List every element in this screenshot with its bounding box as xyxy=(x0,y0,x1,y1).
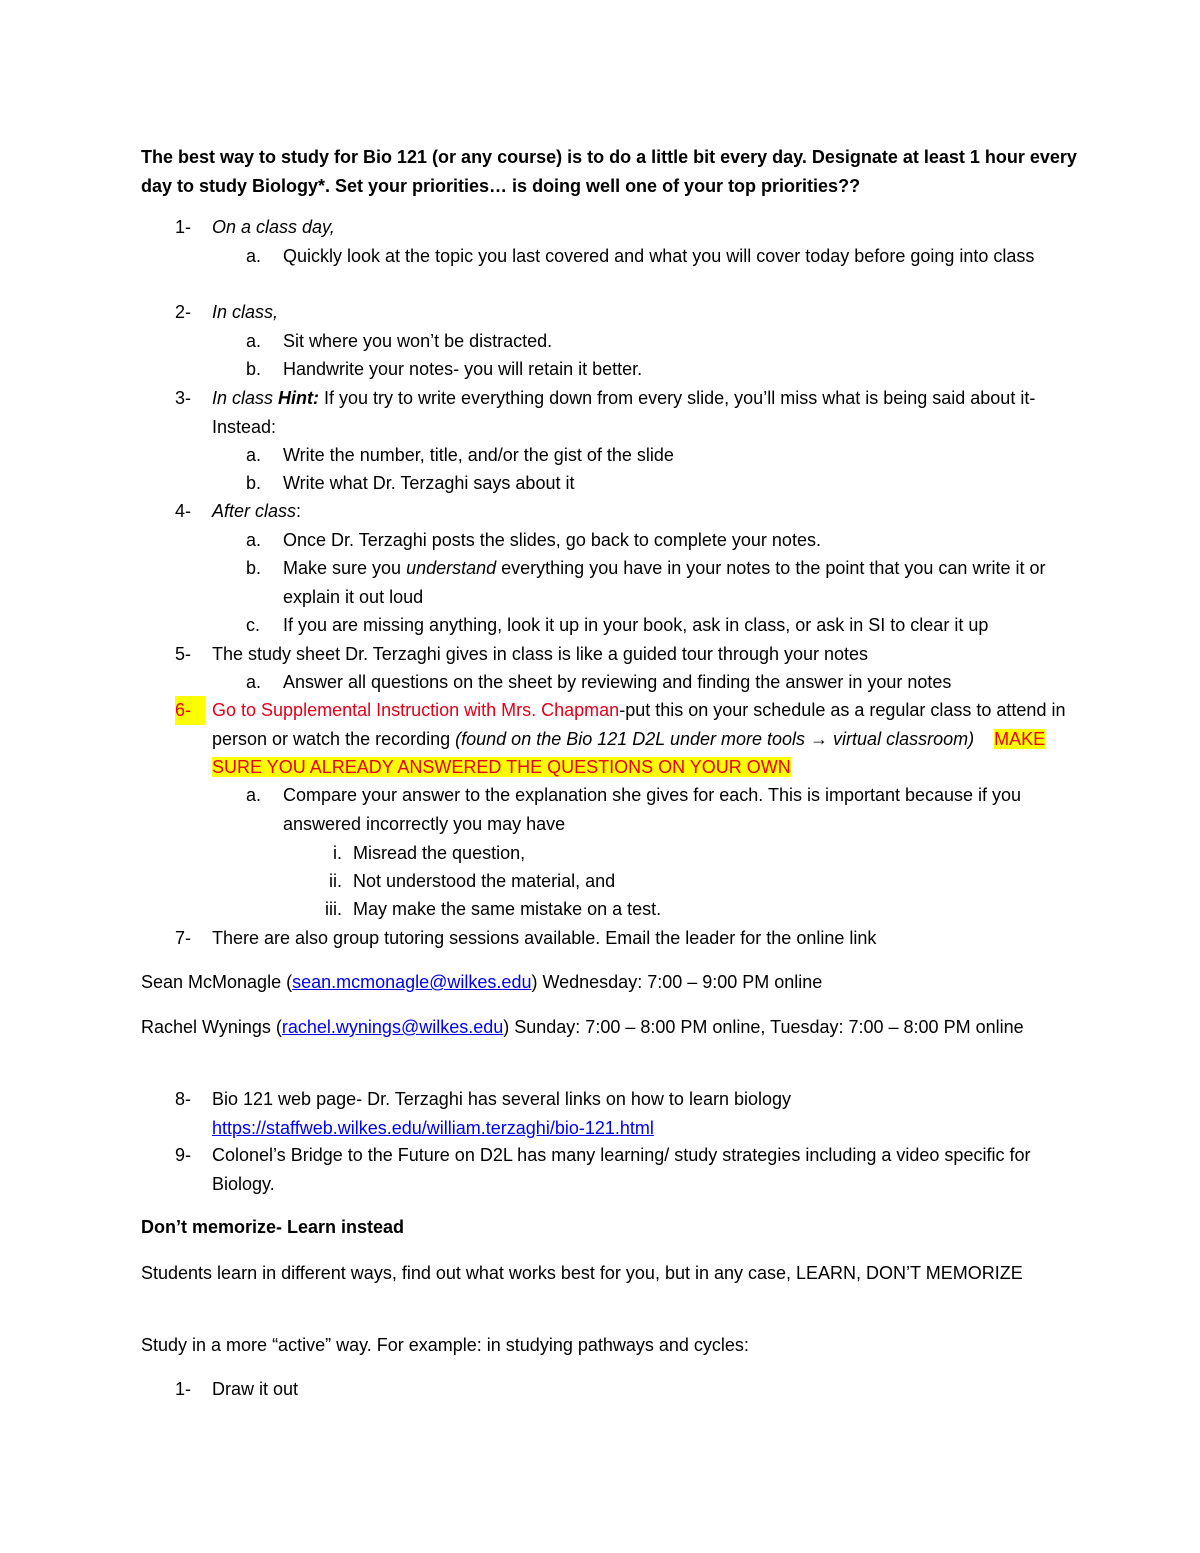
list-number: 2- xyxy=(175,302,192,322)
sub-text: If you are missing anything, look it up in your book, ask in class, or ask in SI to clear it up xyxy=(283,615,989,635)
roman-text: May make the same mistake on a test. xyxy=(353,899,662,919)
sub-text: Handwrite your notes- you will retain it better. xyxy=(283,359,643,379)
item-text: If you try to write everything down from every slide, you’ll miss what is being said about it- Instead: xyxy=(212,388,1036,437)
list-number: 4- xyxy=(175,501,192,521)
roman-text: Misread the question, xyxy=(353,843,526,863)
roman-number: ii. xyxy=(329,871,342,891)
list-number: 7- xyxy=(175,928,192,948)
roman-text: Not understood the material, and xyxy=(353,871,616,891)
bio121-web-link[interactable]: https://staffweb.wilkes.edu/william.terzaghi/bio-121.html xyxy=(212,1117,654,1138)
intro-paragraph: The best way to study for Bio 121 (or any course) is to do a little bit every day. Designate at least 1 hour every day to study Biology*. Set your priorities… is doing well one of your top priorities?? xyxy=(141,147,1077,196)
paragraph-active: Study in a more “active” way. For example: in studying pathways and cycles: xyxy=(141,1335,749,1355)
sub-text: Once Dr. Terzaghi posts the slides, go back to complete your notes. xyxy=(283,530,821,550)
sub-letter: c. xyxy=(246,615,261,635)
hint-label: Hint: xyxy=(278,388,320,408)
sub-text: Sit where you won’t be distracted. xyxy=(283,331,553,351)
item-title: After class xyxy=(212,501,297,521)
sean-email-link[interactable]: sean.mcmonagle@wilkes.edu xyxy=(292,972,532,992)
contact-rachel: Rachel Wynings (rachel.wynings@wilkes.edu) Sunday: 7:00 – 8:00 PM online, Tuesday: 7:00 – 8:00 PM online xyxy=(141,1017,1024,1037)
sub-letter: b. xyxy=(246,359,262,379)
sub-letter: a. xyxy=(246,246,262,266)
list-number: 9- xyxy=(175,1145,192,1165)
item-text: Colonel’s Bridge to the Future on D2L has many learning/ study strategies including a video specific for Biology. xyxy=(212,1145,1031,1194)
document-page: The best way to study for Bio 121 (or any course) is to do a little bit every day. Designate at least 1 hour every day to study Biology*. Set your priorities… is doing well one of your top priorities?? 1- On a class day, a. Quickly look at the topic you last covered and what you will cover today before going into class 2- In class, a. Sit where you won’t be distracted. b. Handwrite your notes- you will retain it better. 3- In class Hint: If you try to write everything down from every slide, you’ll miss what is being said about it- Instead: a. Write the number, title, and/or the gist of the slide b. Write what Dr. Terzaghi says about it 4- After class: a. Once Dr. Terzaghi posts the slides, go back to complete your notes. b. Make sure you understand everything you have in your notes to the point that you can write it or explain it out loud c. If you are missing anything, look it up in your book, ask in class, or ask in SI to clear it up 5- The study sheet Dr. Terzaghi gives in class is like a guided tour through your notes a. Answer all questions on the sheet by reviewing and finding the answer in your notes 6- Go to Supplemental Instruction with Mrs. Chapman-put this on your schedule as a regular class to attend in person or watch the recording (found on the Bio 121 D2L under more tools → virtual classroom) MAKE SURE YOU ALREADY ANSWERED THE QUESTIONS ON YOUR OWN a. Compare your answer to the explanation she gives for each. This is important because if you answered incorrectly you may have i. Misread the question, ii. Not understood the material, and iii. May make the same mistake on a test. 7- There are also group tutoring sessions available. Email the leader for the online link Sean McMonagle (sean.mcmonagle@wilkes.edu) Wednesday: 7:00 – 9:00 PM online Rachel Wynings (rachel.wynings@wilkes.edu) Sunday: 7:00 – 8:00 PM online, Tuesday: 7:00 – 8:00 PM online 8- Bio 121 web page- Dr. Terzaghi has several links on how to learn biology https://staffweb.wilkes.edu/william.terzaghi/bio-121.html 9- Colonel’s Bridge to the Future on D2L has many learning/ study strategies including a video specific for Biology. Don’t memorize- Learn instead Students learn in different ways, find out what works best for you, but in any case, LEARN, DON’T MEMORIZE Study in a more “active” way. For example: in studying pathways and cycles: 1- Draw it out xyxy=(0,0,1200,1553)
contact-sean: Sean McMonagle (sean.mcmonagle@wilkes.edu) Wednesday: 7:00 – 9:00 PM online xyxy=(141,972,823,992)
item-title: In class, xyxy=(212,302,279,322)
list-number: 8- xyxy=(175,1089,192,1109)
roman-number: i. xyxy=(333,843,342,863)
rachel-email-link[interactable]: rachel.wynings@wilkes.edu xyxy=(281,1017,504,1037)
sub-text: Write the number, title, and/or the gist of the slide xyxy=(283,445,674,465)
emphasis-understand: understand xyxy=(406,558,497,578)
sub-letter: a. xyxy=(246,785,262,805)
sub-letter: a. xyxy=(246,331,262,351)
arrow-icon: → xyxy=(810,728,829,749)
item-title: In class xyxy=(212,388,279,408)
item-text: The study sheet Dr. Terzaghi gives in class is like a guided tour through your notes xyxy=(212,644,869,664)
item-text: There are also group tutoring sessions available. Email the leader for the online link xyxy=(212,928,877,948)
sub-text: Compare your answer to the explanation she gives for each. This is important because if you answered incorrectly you may have xyxy=(283,785,1022,834)
highlight-warning: MAKE SURE YOU ALREADY ANSWERED THE QUESTIONS ON YOUR OWN xyxy=(212,728,1046,777)
section-heading: Don’t memorize- Learn instead xyxy=(141,1217,405,1237)
item-title: On a class day, xyxy=(212,217,335,237)
sub-letter: a. xyxy=(246,672,262,692)
roman-number: iii. xyxy=(325,899,342,919)
list-number: 3- xyxy=(175,388,192,408)
sub-letter: b. xyxy=(246,558,262,578)
list-number: 1- xyxy=(175,217,192,237)
sub-text: Quickly look at the topic you last covered and what you will cover today before going into class xyxy=(283,246,1035,266)
sub-letter: a. xyxy=(246,530,262,550)
paragraph-learn: Students learn in different ways, find out what works best for you, but in any case, LEARN, DON’T MEMORIZE xyxy=(141,1263,1023,1283)
sub-text: Answer all questions on the sheet by reviewing and finding the answer in your notes xyxy=(283,672,952,692)
item-text: Draw it out xyxy=(212,1379,299,1399)
list-number: 5- xyxy=(175,644,192,664)
sub-text: Write what Dr. Terzaghi says about it xyxy=(283,473,575,493)
si-text: Go to Supplemental Instruction with Mrs. Chapman xyxy=(212,700,620,720)
sub-letter: a. xyxy=(246,445,262,465)
sub-letter: b. xyxy=(246,473,262,493)
list-number-highlighted: 6- xyxy=(175,696,205,725)
list-number: 1- xyxy=(175,1379,192,1399)
